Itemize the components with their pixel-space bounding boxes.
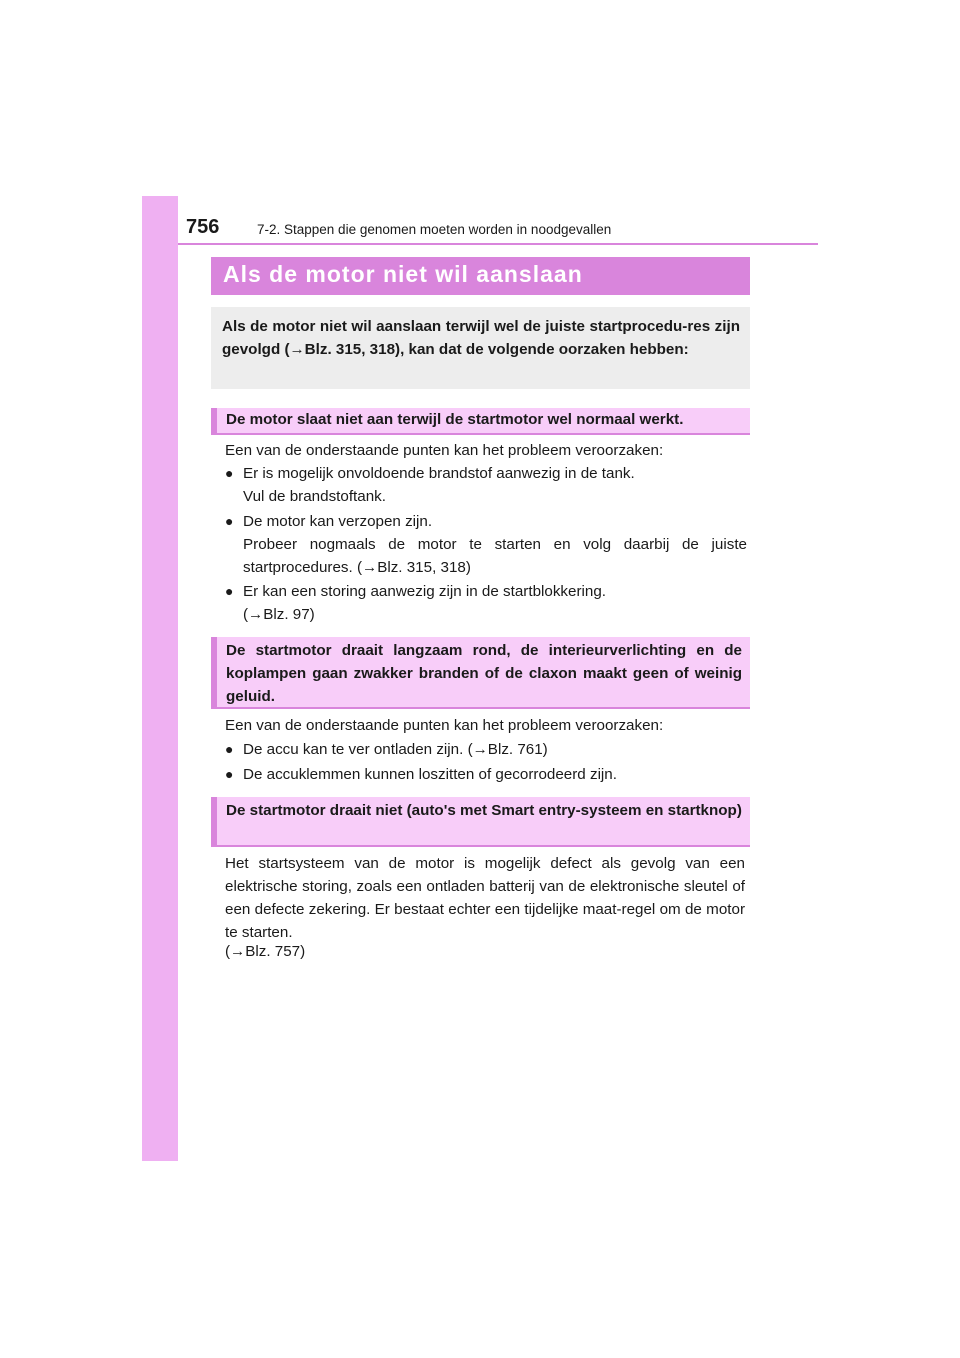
section-2-lead: Een van de onderstaande punten kan het probleem veroorzaken: (225, 717, 664, 734)
subsection-heading-1: De motor slaat niet aan terwijl de startmotor wel normaal werkt. (211, 408, 750, 435)
list-item-text: De accu kan te ver ontladen zijn. (→Blz. 761) (243, 741, 548, 758)
bullet-dot-icon: ● (225, 741, 234, 757)
list-item-text: De motor kan verzopen zijn. (243, 513, 433, 530)
chapter-sidebar-tab (142, 196, 178, 1161)
list-item-text: Er is mogelijk onvoldoende brandstof aanwezig in de tank. (243, 465, 635, 482)
list-item-text: Er kan een storing aanwezig zijn in de startblokkering. (243, 583, 607, 600)
list-item-detail: (→Blz. 97) (243, 606, 315, 623)
intro-text: Als de motor niet wil aanslaan terwijl wel de juiste startprocedu-res zijn gevolgd (→Blz. 315, 318), kan dat de volgende oorzaken hebben: (222, 318, 740, 358)
subsection-heading-3: De startmotor draait niet (auto's met Smart entry-systeem en startknop) (211, 797, 750, 847)
list-item-detail: Probeer nogmaals de motor te starten en volg daarbij de juiste startprocedures. (→Blz. 315, 318) (243, 536, 747, 576)
header-rule (178, 243, 818, 245)
bullet-dot-icon: ● (225, 513, 234, 529)
list-item-text: De accuklemmen kunnen loszitten of gecorrodeerd zijn. (243, 766, 617, 783)
chapter-title: 7-2. Stappen die genomen moeten worden in noodgevallen (257, 222, 612, 237)
bullet-dot-icon: ● (225, 766, 234, 782)
intro-box (211, 307, 750, 389)
bullet-dot-icon: ● (225, 583, 234, 599)
section-1-lead: Een van de onderstaande punten kan het probleem veroorzaken: (225, 442, 664, 459)
section-3-body: Het startsysteem van de motor is mogelijk defect als gevolg van een elektrische storing, zoals een ontladen batterij van de elektronische sleutel of een defecte zekering. Er bestaat echter een tijdelijke maat-regel om de motor te starten. (225, 855, 745, 941)
bullet-dot-icon: ● (225, 465, 234, 481)
subsection-heading-2: De startmotor draait langzaam rond, de interieurverlichting en de koplampen gaan zwakker branden of de claxon maakt geen of weinig geluid. (211, 637, 750, 709)
section-title-bar (211, 257, 750, 295)
section-3-ref: (→Blz. 757) (225, 943, 306, 960)
section-title: Als de motor niet wil aanslaan (223, 261, 583, 287)
page-number: 756 (186, 216, 220, 238)
list-item-detail: Vul de brandstoftank. (243, 488, 386, 505)
